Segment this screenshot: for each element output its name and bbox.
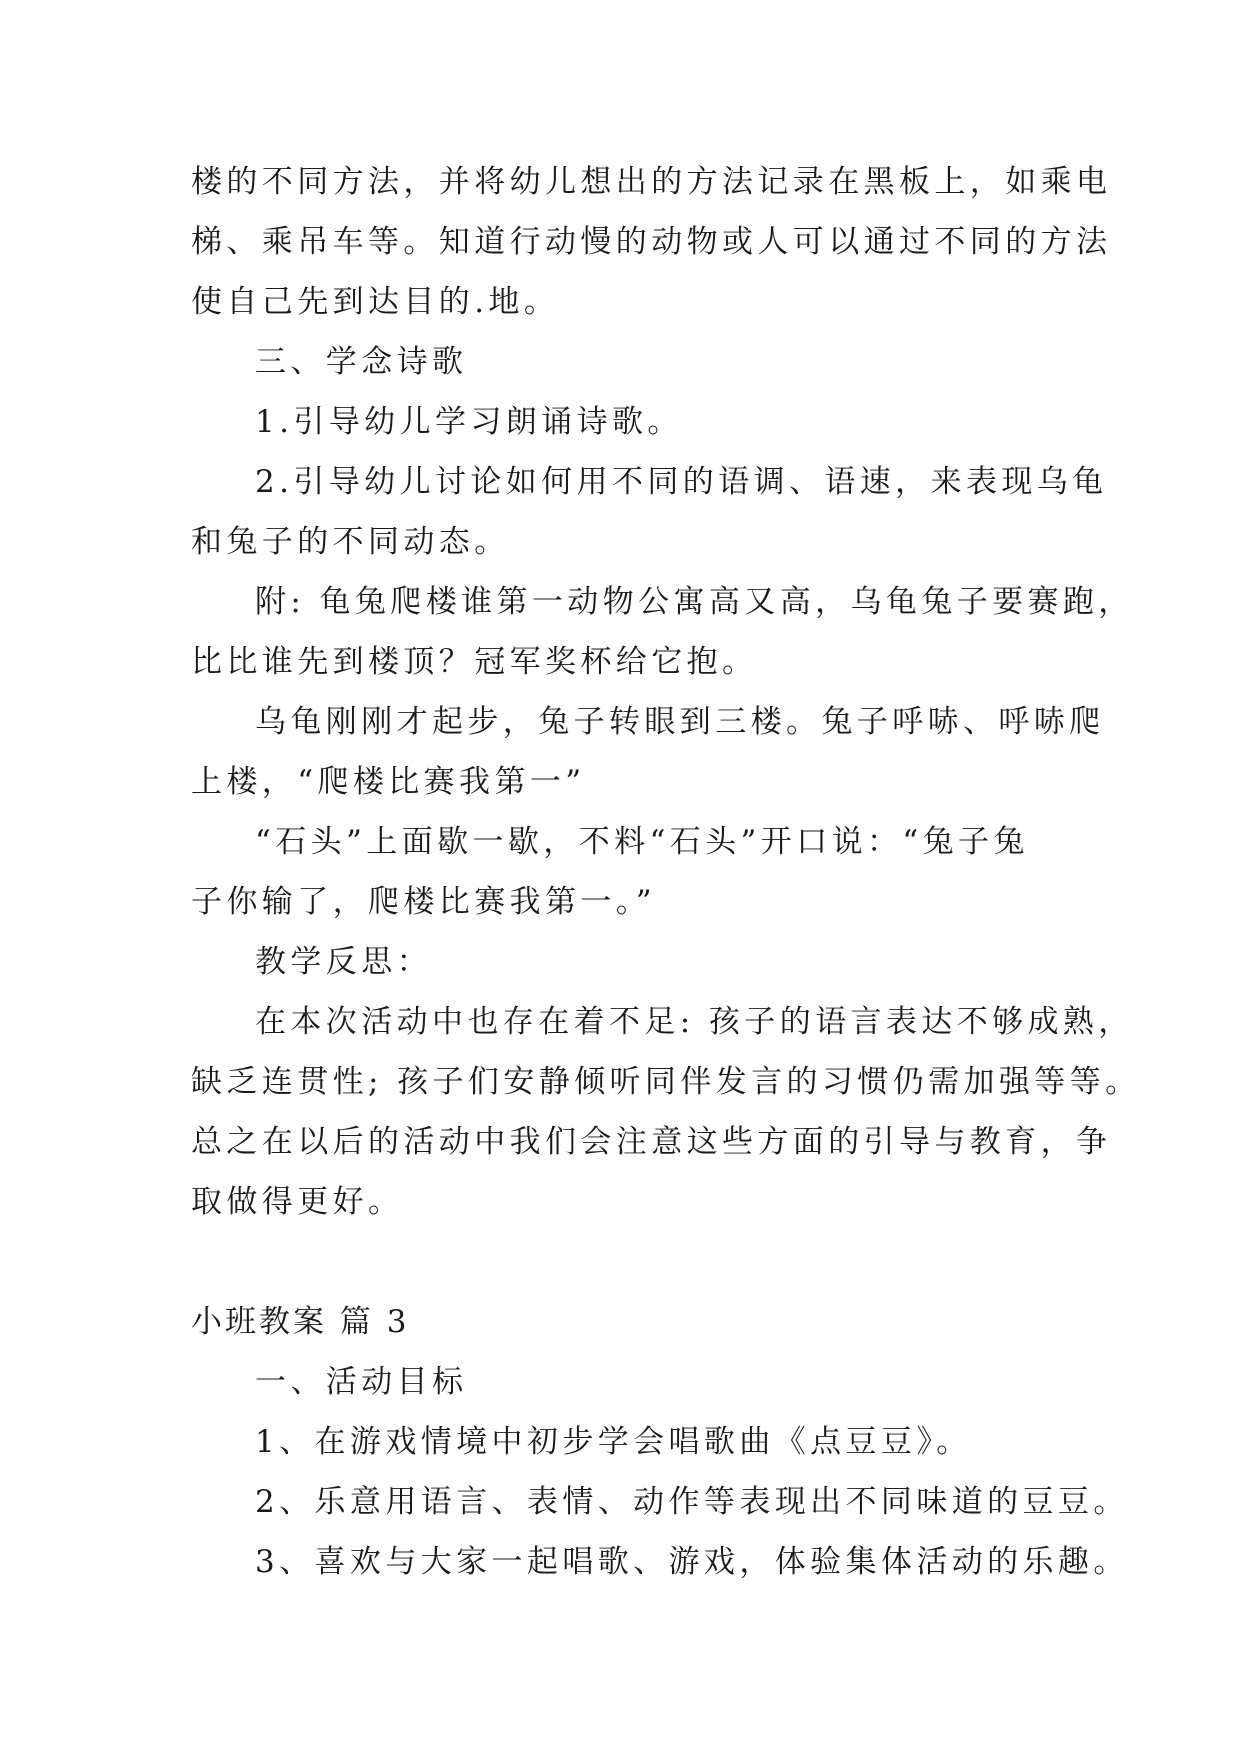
paragraph-line: 缺乏连贯性; 孩子们安静倾听同伴发言的习惯仍需加强等等。	[191, 1064, 1141, 1100]
paragraph-line: “石头”上面歇一歇，不料“石头”开口说：“兔子兔	[255, 824, 1029, 860]
document-page	[191, 152, 1141, 1592]
list-item: 2、乐意用语言、表情、动作等表现出不同味道的豆豆。	[255, 1484, 1129, 1520]
paragraph-line: 和兔子的不同动态。	[191, 524, 510, 560]
paragraph-line: 总之在以后的活动中我们会注意这些方面的引导与教育，争	[191, 1124, 1112, 1160]
subheading: 三、学念诗歌	[255, 344, 468, 380]
paragraph-line: 1.引导幼儿学习朗诵诗歌。	[255, 404, 683, 440]
subheading: 一、活动目标	[255, 1364, 468, 1400]
list-item: 3、喜欢与大家一起唱歌、游戏，体验集体活动的乐趣。	[255, 1544, 1129, 1580]
paragraph-line: 上楼，“爬楼比赛我第一”	[191, 764, 586, 800]
paragraph-line: 比比谁先到楼顶？冠军奖杯给它抱。	[191, 644, 758, 680]
paragraph-line: 乌龟刚刚才起步，兔子转眼到三楼。兔子呼哧、呼哧爬	[255, 704, 1105, 740]
subheading: 教学反思：	[255, 944, 432, 980]
list-item: 1、在游戏情境中初步学会唱歌曲《点豆豆》。	[255, 1424, 972, 1460]
paragraph-line: 取做得更好。	[191, 1184, 404, 1220]
paragraph-line: 在本次活动中也存在着不足: 孩子的语言表达不够成熟，	[255, 1004, 1134, 1040]
section-heading: 小班教案 篇 3	[191, 1304, 410, 1340]
paragraph-line: 梯、乘吊车等。知道行动慢的动物或人可以通过不同的方法	[191, 224, 1112, 260]
paragraph-line: 楼的不同方法，并将幼儿想出的方法记录在黑板上，如乘电	[191, 164, 1112, 200]
paragraph-line: 附: 龟兔爬楼谁第一动物公寓高又高，乌龟兔子要赛跑，	[255, 584, 1134, 620]
paragraph-line: 子你输了，爬楼比赛我第一。”	[191, 884, 656, 920]
paragraph-line: 使自己先到达目的.地。	[191, 284, 560, 320]
paragraph-line: 2.引导幼儿讨论如何用不同的语调、语速，来表现乌龟	[255, 464, 1108, 500]
